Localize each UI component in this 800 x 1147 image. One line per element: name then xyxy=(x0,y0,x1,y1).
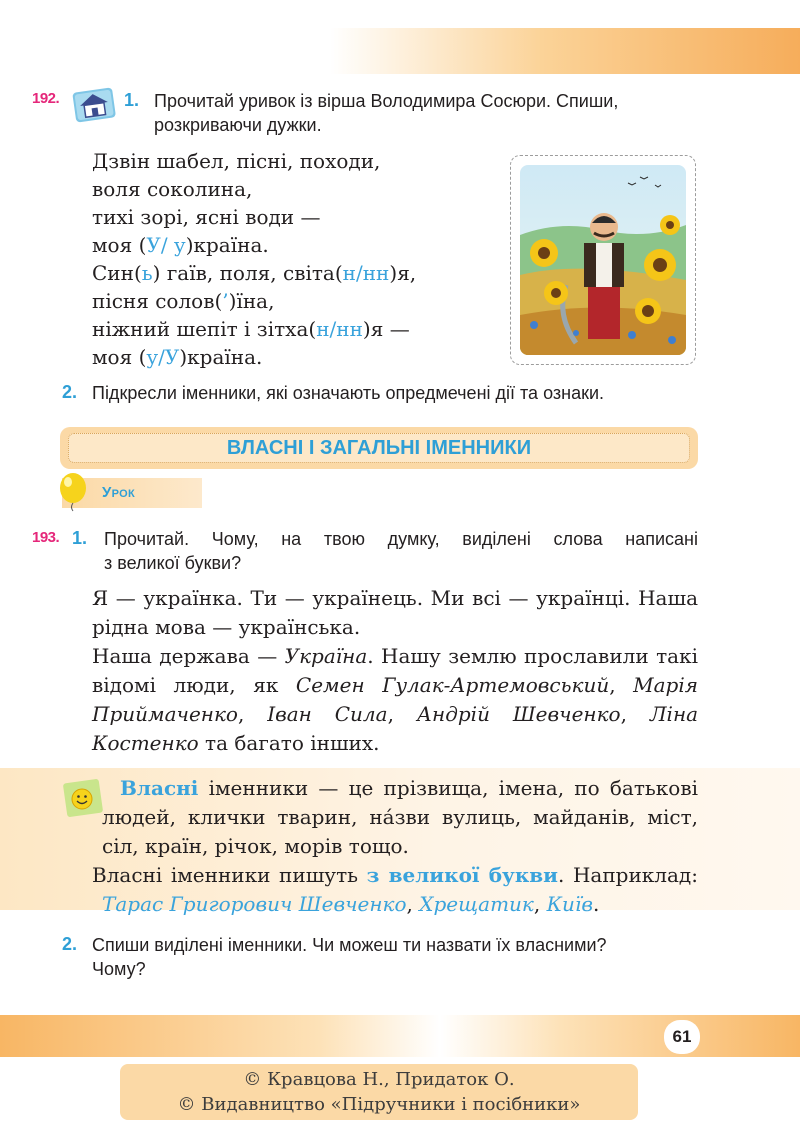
text-run: Власні іменники пишуть xyxy=(92,863,367,887)
blank-choice: У/ у xyxy=(146,233,186,257)
text-run: , xyxy=(237,702,268,726)
illustration-frame xyxy=(510,155,696,365)
poem-line xyxy=(92,147,416,175)
lesson-label: Урок xyxy=(102,484,135,501)
rule-paragraph xyxy=(92,861,698,919)
poem-text: )країна. xyxy=(185,233,269,257)
poem-text: Син( xyxy=(92,261,142,285)
blank-choice: н/нн xyxy=(316,317,363,341)
task-instruction-line: Прочитай уривок із вірша Володимира Сосюри. Спиши, xyxy=(154,91,619,111)
poem-line xyxy=(92,315,416,343)
house-exercise-icon xyxy=(70,83,119,125)
rule-paragraph xyxy=(102,774,698,861)
highlighted-word: Іван Сила xyxy=(267,702,388,726)
paragraph xyxy=(92,642,698,758)
poem-text: ) гаїв, поля, світа( xyxy=(152,261,343,285)
copyright-box xyxy=(120,1064,638,1120)
rule-example: Тарас Григорович Шевченко xyxy=(102,892,407,916)
text-run: Наша держава — xyxy=(92,644,285,668)
poem-line xyxy=(92,231,416,259)
blank-choice: н/нн xyxy=(342,261,390,285)
poem-text: )я — xyxy=(362,317,410,341)
poem-text: воля соколина, xyxy=(92,177,253,201)
task-instruction: Підкресли іменники, які означають опредмечені дії та ознаки. xyxy=(92,383,605,403)
poem-text: моя ( xyxy=(92,233,147,257)
text-run: , xyxy=(609,673,634,697)
rule-example: Київ xyxy=(546,892,593,916)
task-instruction xyxy=(92,933,607,981)
task-instruction-line: розкриваючи дужки. xyxy=(154,115,322,135)
task-number: 1. xyxy=(72,528,88,548)
task-instruction-line: Спиши виділені іменники. Чи можеш ти назвати їх власними? xyxy=(92,935,607,955)
copyright-line: © Кравцова Н., Придаток О. xyxy=(243,1069,515,1090)
task-instruction-line: Чому? xyxy=(92,959,146,979)
task-number: 2. xyxy=(62,934,78,954)
cossack-sunflowers-illustration xyxy=(520,165,686,355)
poem-text: ніжний шепіт і зітха( xyxy=(92,317,317,341)
text-run: , xyxy=(533,892,547,916)
task-number: 2. xyxy=(62,382,78,402)
poem-text: )країна. xyxy=(179,345,263,369)
rule-term: Власні xyxy=(120,776,199,800)
reading-text xyxy=(92,584,698,758)
poem-line xyxy=(92,287,416,315)
poem-text: пісня солов( xyxy=(92,289,223,313)
poem-text: Дзвін шабел, пісні, походи, xyxy=(92,149,381,173)
poem-text: моя ( xyxy=(92,345,147,369)
task-instruction-line: Прочитай. Чому, на твою думку, виділені слова написані xyxy=(104,529,698,549)
section-header xyxy=(60,427,698,469)
text-run: , xyxy=(406,892,420,916)
text-run: . Наприклад: xyxy=(558,863,698,887)
poem-line xyxy=(92,343,416,371)
highlighted-word: Марія Приймаченко xyxy=(92,673,698,726)
exercise-number-193: 193. xyxy=(32,529,60,546)
copyright-line: © Видавництво «Підручники і посібники» xyxy=(177,1094,581,1115)
poem xyxy=(92,147,416,371)
task-instruction xyxy=(104,527,698,575)
poem-line xyxy=(92,175,416,203)
highlighted-word: Ліна Костенко xyxy=(92,702,699,755)
task-number: 1. xyxy=(124,90,140,110)
lesson-tag xyxy=(62,478,202,508)
poem-text: )їна, xyxy=(228,289,275,313)
text-run: , xyxy=(620,702,650,726)
page-number: 61 xyxy=(664,1020,700,1054)
paragraph: Я — українка. Ти — українець. Ми всі — українці. Наша рідна мова — українська. xyxy=(92,586,698,639)
highlighted-word: Андрій Шевченко xyxy=(416,702,621,726)
section-title: ВЛАСНІ І ЗАГАЛЬНІ ІМЕННИКИ xyxy=(68,433,690,463)
text-run: , xyxy=(387,702,417,726)
blank-choice: ь xyxy=(141,261,153,285)
text-run: та багато інших. xyxy=(198,731,380,755)
rule-example: Хрещатик xyxy=(419,892,534,916)
smiley-note-icon xyxy=(62,778,104,818)
exercise-number-192: 192. xyxy=(32,90,60,107)
balloon-icon xyxy=(56,472,90,512)
task-instruction-line: з великої букви? xyxy=(104,553,242,573)
poem-line xyxy=(92,203,416,231)
poem-line xyxy=(92,259,416,287)
rule-text xyxy=(92,774,698,919)
poem-text: )я, xyxy=(389,261,417,285)
poem-text: тихі зорі, ясні води — xyxy=(92,205,321,229)
text-run: . Нашу землю прославили такі відомі люди, як xyxy=(92,644,698,697)
rule-emphasis: з великої букви xyxy=(366,863,559,887)
text-run: іменники — це прізвища, імена, по батькові людей, клички тварин, на́зви вулиць, майданів, міст, сіл, країн, річок, морів тощо. xyxy=(102,776,698,858)
task-instruction xyxy=(154,89,618,137)
text-run: . xyxy=(592,892,600,916)
blank-choice: у/У xyxy=(146,345,180,369)
blank-choice: ’ xyxy=(222,289,229,313)
highlighted-word: Семен Гулак-Артемовський xyxy=(295,673,610,697)
highlighted-word: Україна xyxy=(284,644,368,668)
header-decor-band xyxy=(330,28,800,74)
